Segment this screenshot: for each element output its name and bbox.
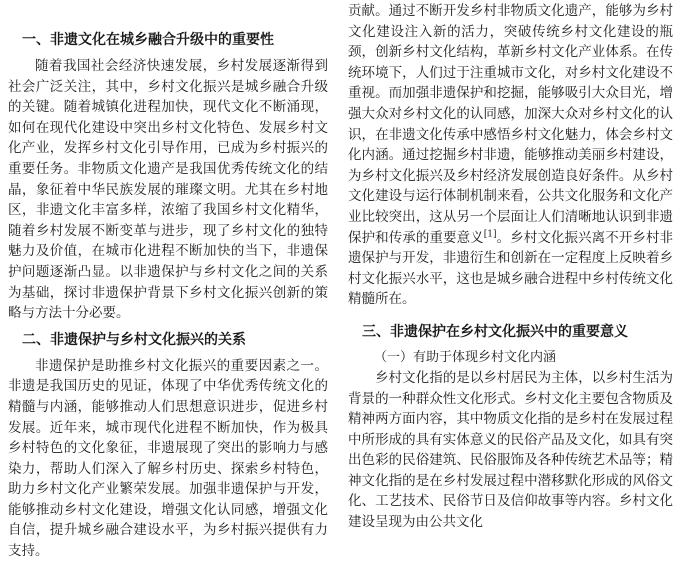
citation-1[interactable]: [1] bbox=[483, 229, 497, 240]
section-1-paragraph: 随着我国社会经济快速发展，乡村发展逐渐得到社会广泛关注，其中，乡村文化振兴是城乡融合升级的关键。随着城镇化进程加快，现代文化不断涌现，如何在现代化建设中突出乡村文化特色、发展乡村文化产业，发挥乡村文化引导作用，已成为乡村振兴的重要任务。非物质文化遗产是我国优秀传统文化的结晶，象征着中华民族发展的璀璨文明。尤其在乡村地区，非遗文化丰富多样，浓缩了我国乡村文化精华，随着乡村发展不断变革与进步，现了乡村文化的独特魅力及价值，在城市化进程不断加快的当下，非遗保护问题逐渐凸显。以非遗保护与乡村文化之间的关系为基础，探讨非遗保护背景下乡村文化振兴创新的策略与方法十分必要。 bbox=[8, 58, 328, 322]
continued-text: 贡献。通过不断开发乡村非物质文化遗产，能够为乡村文化建设注入新的活力，突破传统乡村文化建设的瓶颈，创新乡村文化结构，革新乡村文化产业体系。在传统环境下，人们过于注重城市文化，对乡村文化建设不重视。而加强非遗保护和挖掘，能够吸引大众目光，增强大众对乡村文化的认同感，加深大众对乡村文化的认识，在非遗文化传承中感悟乡村文化魅力，体会乡村文化内涵。通过挖掘乡村非遗，能够推动美丽乡村建设，为乡村文化振兴及乡村经济发展创造良好条件。从乡村文化建设与运行体制机制来看，公共文化服务和文化产业比较突出，这从另一个层面让人们清晰地认识到非遗保护和传承的重要意义 bbox=[348, 3, 673, 246]
left-column bbox=[8, 30, 328, 562]
section-heading-2: 二、非遗保护与乡村文化振兴的关系 bbox=[22, 331, 246, 348]
section-heading-1: 一、非遗文化在城乡融合升级中的重要性 bbox=[22, 32, 274, 48]
section-2-paragraph-continued bbox=[348, 1, 673, 310]
section-2-paragraph: 非遗保护是助推乡村文化振兴的重要因素之一。非遗是我国历史的见证，体现了中华优秀传统文化的精髓与内涵，能够推动人们思想意识进步，促进乡村发展。近年来，城市现代化进程不断加快，作为极具乡村特色的文化象征，非遗展现了突出的影响力与感染力，帮助人们深入了解乡村历史、探索乡村特色，助力乡村文化产业繁荣发展。加强非遗保护与开发，能够推动乡村文化建设，增强文化认同感，增强文化自信，提升城乡融合建设水平，为乡村振兴提供有力支持。 bbox=[8, 357, 328, 560]
section-heading-3: 三、非遗保护在乡村文化振兴中的重要意义 bbox=[362, 323, 628, 340]
subsection-heading-1: （一）有助于体现乡村文化内涵 bbox=[374, 349, 557, 365]
section-3-paragraph: 乡村文化指的是以乡村居民为主体，以乡村生活为背景的一种群众性文化形式。乡村文化主要包含物质及精神两方面内容，其中物质文化指的是乡村在发展过程中所形成的具有实体意义的民俗产品及文化，如具有突出色彩的民俗建筑、民俗服饰及各种传统艺术品等；精神文化指的是在乡村发展过程中潜移默化形成的风俗文化、工艺技术、民俗节日及信仰故事等内容。乡村文化建设呈现为由公共文化 bbox=[348, 369, 673, 531]
continued-text-2: 。乡村文化振兴离不开乡村非遗保护与开发，非遗衍生和创新在一定程度上反映着乡村文化振兴水平，这也是城乡融合进程中乡村传统文化精髓所在。 bbox=[348, 229, 674, 308]
right-column bbox=[348, 1, 673, 533]
